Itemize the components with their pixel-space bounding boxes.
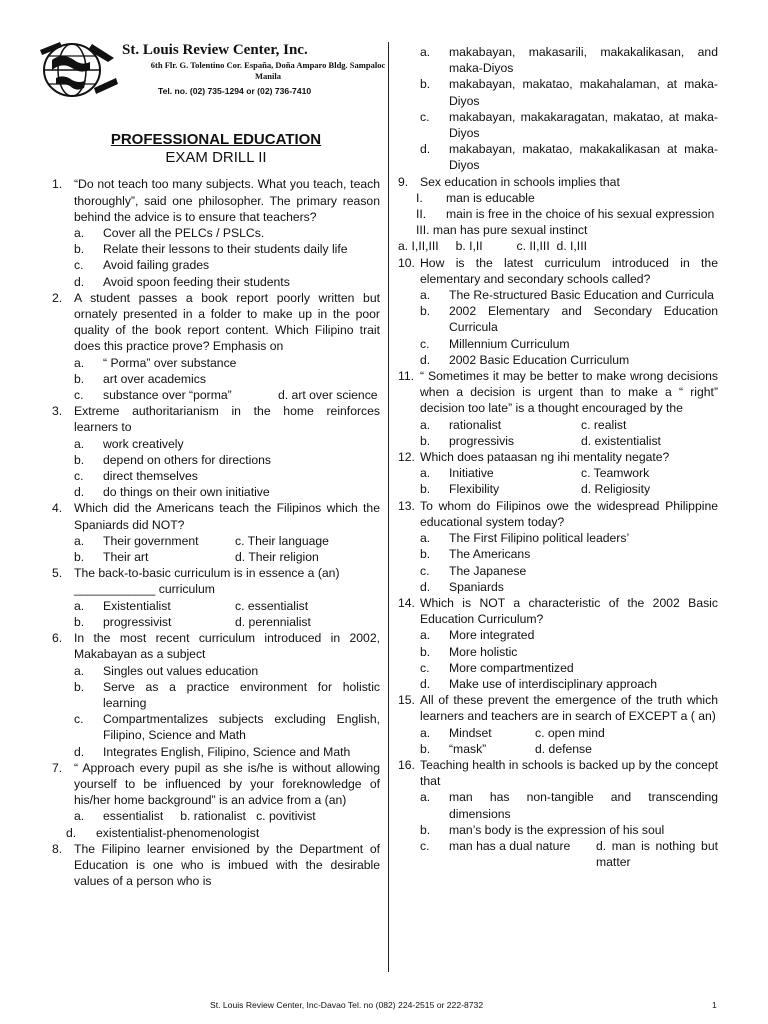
option-letter: a. bbox=[420, 531, 431, 546]
question-text: Extreme authoritarianism in the home reinforces learners to bbox=[74, 404, 380, 435]
question-15 bbox=[398, 692, 718, 757]
option-d: d. defense bbox=[535, 741, 592, 756]
option-b: Their art bbox=[103, 550, 149, 565]
option-letter: a. bbox=[420, 628, 431, 643]
question-number: 1. bbox=[52, 177, 63, 192]
option-d: d. Their religion bbox=[235, 550, 319, 565]
option-b: Relate their lessons to their students daily life bbox=[103, 242, 348, 257]
option-d: Spaniards bbox=[449, 579, 504, 594]
option-letter: b. bbox=[420, 77, 431, 92]
option-c: c. Teamwork bbox=[581, 466, 650, 481]
option-d: d. perennialist bbox=[235, 614, 311, 629]
page-subtitle: EXAM DRILL II bbox=[165, 149, 267, 167]
option-letter: a. bbox=[420, 725, 431, 740]
question-text: All of these prevent the emergence of the truth which learners and teachers are in search of EXCEPT a ( an) bbox=[420, 693, 718, 724]
question-number: 5. bbox=[52, 566, 63, 581]
option-b: progressivist bbox=[103, 614, 172, 629]
option-a: Their government bbox=[103, 533, 199, 548]
option-c: c. realist bbox=[581, 417, 627, 432]
option-letter: b. bbox=[420, 822, 431, 837]
question-text: How is the latest curriculum introduced in the elementary and secondary schools called? bbox=[420, 255, 718, 286]
org-name: St. Louis Review Center, Inc. bbox=[122, 42, 308, 58]
option-letter: c. bbox=[420, 660, 430, 675]
roman-label: II. bbox=[416, 207, 427, 222]
option-a: man has non-tangible and transcending dimensions bbox=[449, 790, 718, 821]
option-a: The First Filipino political leaders’ bbox=[449, 531, 630, 546]
option-c: makabayan, makakaragatan, makatao, at maka-Diyos bbox=[449, 109, 718, 141]
org-address: 6th Flr. G. Tolentino Cor. España, Doña Amparo Bldg. Sampaloc Manila bbox=[150, 60, 386, 81]
option-letter: a. bbox=[420, 45, 431, 59]
question-number: 2. bbox=[52, 290, 63, 305]
option-b: art over academics bbox=[103, 371, 206, 386]
option-letter: a. bbox=[74, 533, 85, 548]
question-9 bbox=[398, 174, 718, 255]
question-text: Which did the Americans teach the Filipinos which the Spaniards did NOT? bbox=[74, 501, 380, 532]
option-a: Existentialist bbox=[103, 598, 171, 613]
option-letter: b. bbox=[74, 614, 85, 629]
question-14 bbox=[398, 595, 718, 692]
question-number: 4. bbox=[52, 501, 63, 516]
option-c: c. Their language bbox=[235, 533, 329, 548]
option-a: More integrated bbox=[449, 628, 535, 643]
option-c: man has a dual nature bbox=[449, 838, 571, 853]
question-text: The back-to-basic curriculum is in essence a (an) bbox=[74, 566, 340, 581]
option-letter: c. bbox=[74, 388, 84, 403]
option-letter: c. bbox=[74, 712, 84, 727]
option-a: Initiative bbox=[449, 466, 494, 481]
question-text: Which does pataasan ng ihi mentality negate? bbox=[420, 450, 670, 465]
option-letter: a. bbox=[420, 790, 431, 805]
option-b: man’s body is the expression of his soul bbox=[449, 822, 665, 837]
option-c: substance over “porma” bbox=[103, 388, 232, 403]
question-3 bbox=[52, 403, 380, 500]
option-d: makabayan, makatao, makakalikasan at maka-Diyos bbox=[449, 142, 718, 173]
right-column bbox=[398, 44, 718, 870]
option-letter: b. bbox=[420, 482, 431, 497]
option-d: d. existentialist bbox=[581, 433, 661, 448]
question-text: “Do not teach too many subjects. What you teach, teach thoroughly”, said one philosopher. The primary reason behind the advice is to ensure that teachers? bbox=[74, 177, 380, 224]
option-letter: a. bbox=[74, 809, 85, 824]
question-8 bbox=[52, 841, 380, 890]
question-text: The Filipino learner envisioned by the Department of Education is one who is imbued with the desirable values of a person who is bbox=[74, 841, 380, 889]
question-5 bbox=[52, 565, 380, 630]
left-column bbox=[52, 0, 386, 889]
option-letter: b. bbox=[420, 741, 431, 756]
option-letter: a. bbox=[420, 417, 431, 432]
option-letter: d. bbox=[420, 579, 431, 594]
option-letter: d. bbox=[74, 274, 85, 289]
statement-ii: main is free in the choice of his sexual expression bbox=[446, 207, 715, 222]
option-d: Make use of interdisciplinary approach bbox=[449, 676, 657, 691]
question-number: 9. bbox=[398, 174, 409, 189]
option-c: Compartmentalizes subjects excluding English, Filipino, Science and Math bbox=[103, 712, 380, 743]
org-telephone: Tel. no. (02) 735-1294 or (02) 736-7410 bbox=[158, 86, 312, 96]
option-letter: b. bbox=[420, 547, 431, 562]
question-text: To whom do Filipinos owe the widespread Philippine educational system today? bbox=[420, 498, 718, 529]
option-d: existentialist-phenomenologist bbox=[96, 825, 260, 840]
choices: a. I,II,III b. I,II c. II,III d. I,III bbox=[398, 239, 587, 254]
question-7 bbox=[52, 760, 380, 841]
roman-label: I. bbox=[416, 190, 423, 205]
column-divider bbox=[388, 42, 389, 972]
option-letter: b. bbox=[420, 304, 431, 319]
question-number: 6. bbox=[52, 631, 63, 646]
option-d: 2002 Basic Education Curriculum bbox=[449, 352, 630, 367]
option-b: More holistic bbox=[449, 644, 518, 659]
option-a: makabayan, makasarili, makakalikasan, and maka-Diyos bbox=[449, 45, 718, 76]
option-b: 2002 Elementary and Secondary Education Curricula bbox=[449, 304, 718, 335]
option-letter: a. bbox=[74, 663, 85, 678]
option-letter: a. bbox=[74, 436, 85, 451]
question-2 bbox=[52, 290, 380, 403]
question-text: “ Approach every pupil as she is/he is without allowing yourself to be influenced by your foreknowledge of his/her home background” is an advice from a (an) bbox=[74, 760, 380, 808]
option-letter: d. bbox=[74, 485, 85, 500]
question-number: 11. bbox=[398, 369, 415, 384]
option-letter: c. bbox=[420, 109, 430, 124]
option-b: Serve as a practice environment for holistic learning bbox=[103, 679, 380, 710]
question-text: In the most recent curriculum introduced in 2002, Makabayan as a subject bbox=[74, 631, 380, 662]
option-d: do things on their own initiative bbox=[103, 485, 270, 500]
question-number: 12. bbox=[398, 450, 415, 465]
question-4 bbox=[52, 500, 380, 565]
question-text: Which is NOT a characteristic of the 2002 Basic Education Curriculum? bbox=[420, 595, 718, 627]
option-c: Avoid failing grades bbox=[103, 258, 210, 273]
option-b: depend on others for directions bbox=[103, 452, 272, 467]
option-d: Integrates English, Filipino, Science and Math bbox=[103, 744, 351, 759]
option-letter: a. bbox=[74, 355, 85, 370]
option-c: c. essentialist bbox=[235, 598, 309, 613]
option-a: Mindset bbox=[449, 725, 492, 740]
question-number: 7. bbox=[52, 760, 63, 775]
option-c: direct themselves bbox=[103, 469, 198, 484]
question-1 bbox=[52, 176, 380, 289]
option-letter: d. bbox=[420, 352, 431, 367]
option-d: d. art over science bbox=[278, 388, 378, 403]
question-11 bbox=[398, 368, 718, 449]
letterhead bbox=[52, 0, 386, 112]
question-8-options bbox=[398, 44, 718, 174]
option-c: More compartmentized bbox=[449, 660, 574, 675]
option-letter: d. bbox=[74, 744, 85, 759]
option-letter: d. bbox=[420, 676, 431, 691]
option-a-b-c: essentialist b. rationalist c. povitivist bbox=[103, 809, 316, 824]
option-letter: c. bbox=[420, 838, 430, 853]
option-letter: c. bbox=[74, 469, 84, 484]
option-letter: a. bbox=[420, 466, 431, 481]
statement-i: man is educable bbox=[446, 190, 535, 205]
option-letter: d. bbox=[420, 142, 431, 157]
question-text: “ Sometimes it may be better to make wrong decisions when a decision is urgent than to make a “ right” decision too late” is a thought encouraged by the bbox=[420, 369, 718, 416]
option-b: “mask” bbox=[449, 741, 487, 756]
option-letter: b. bbox=[74, 679, 85, 694]
option-d: d. Religiosity bbox=[581, 482, 651, 497]
question-6 bbox=[52, 630, 380, 760]
option-letter: b. bbox=[420, 644, 431, 659]
option-letter: d. bbox=[66, 825, 77, 840]
option-c: The Japanese bbox=[449, 563, 527, 578]
option-letter: b. bbox=[74, 371, 85, 386]
option-c: Millennium Curriculum bbox=[449, 336, 570, 351]
option-a: Cover all the PELCs / PSLCs. bbox=[103, 226, 265, 241]
question-number: 10. bbox=[398, 255, 415, 270]
question-number: 15. bbox=[398, 693, 415, 708]
option-letter: a. bbox=[74, 226, 85, 241]
question-10 bbox=[398, 255, 718, 368]
option-letter: b. bbox=[74, 452, 85, 467]
question-number: 14. bbox=[398, 595, 415, 610]
option-letter: b. bbox=[74, 242, 85, 257]
question-number: 8. bbox=[52, 841, 63, 856]
question-13 bbox=[398, 498, 718, 595]
option-letter: a. bbox=[420, 288, 431, 303]
option-letter: b. bbox=[420, 433, 431, 448]
statement-iii: III. man has pure sexual instinct bbox=[416, 223, 588, 238]
page-title: PROFESSIONAL EDUCATION bbox=[110, 131, 322, 148]
option-a: The Re-structured Basic Education and Curricula bbox=[449, 288, 714, 303]
question-text: A student passes a book report poorly written but ornately presented in a folder to make up in the poor quality of the book report content. Which Filipino trait does this practice prove? Emphasis on bbox=[74, 290, 380, 354]
option-a: Singles out values education bbox=[103, 663, 259, 678]
globe-logo-icon bbox=[32, 38, 120, 102]
question-blank: ____________ curriculum bbox=[74, 582, 215, 597]
option-a: “ Porma” over substance bbox=[103, 355, 237, 370]
question-text: Teaching health in schools is backed up by the concept that bbox=[420, 757, 718, 789]
option-b: makabayan, makatao, makahalaman, at maka-Diyos bbox=[449, 77, 718, 108]
option-b: Flexibility bbox=[449, 482, 500, 497]
option-d: Avoid spoon feeding their students bbox=[103, 274, 290, 289]
option-b: progressivis bbox=[449, 433, 515, 448]
option-letter: b. bbox=[74, 550, 85, 565]
option-letter: c. bbox=[74, 258, 84, 273]
option-a: work creatively bbox=[103, 436, 184, 451]
question-16 bbox=[398, 757, 718, 870]
question-number: 16. bbox=[398, 757, 415, 772]
question-number: 3. bbox=[52, 404, 63, 419]
option-letter: a. bbox=[74, 598, 85, 613]
option-d: d. man is nothing but matter bbox=[596, 838, 718, 870]
question-12 bbox=[398, 449, 718, 498]
option-c: c. open mind bbox=[535, 725, 605, 740]
option-letter: c. bbox=[420, 336, 430, 351]
option-b: The Americans bbox=[449, 547, 531, 562]
option-a: rationalist bbox=[449, 417, 502, 432]
option-letter: c. bbox=[420, 563, 430, 578]
footer-text: St. Louis Review Center, Inc-Davao Tel. no (082) 224-2515 or 222-8732 bbox=[210, 1000, 484, 1010]
page-number: 1 bbox=[712, 1000, 717, 1010]
question-text: Sex education in schools implies that bbox=[420, 174, 620, 189]
question-number: 13. bbox=[398, 498, 415, 513]
